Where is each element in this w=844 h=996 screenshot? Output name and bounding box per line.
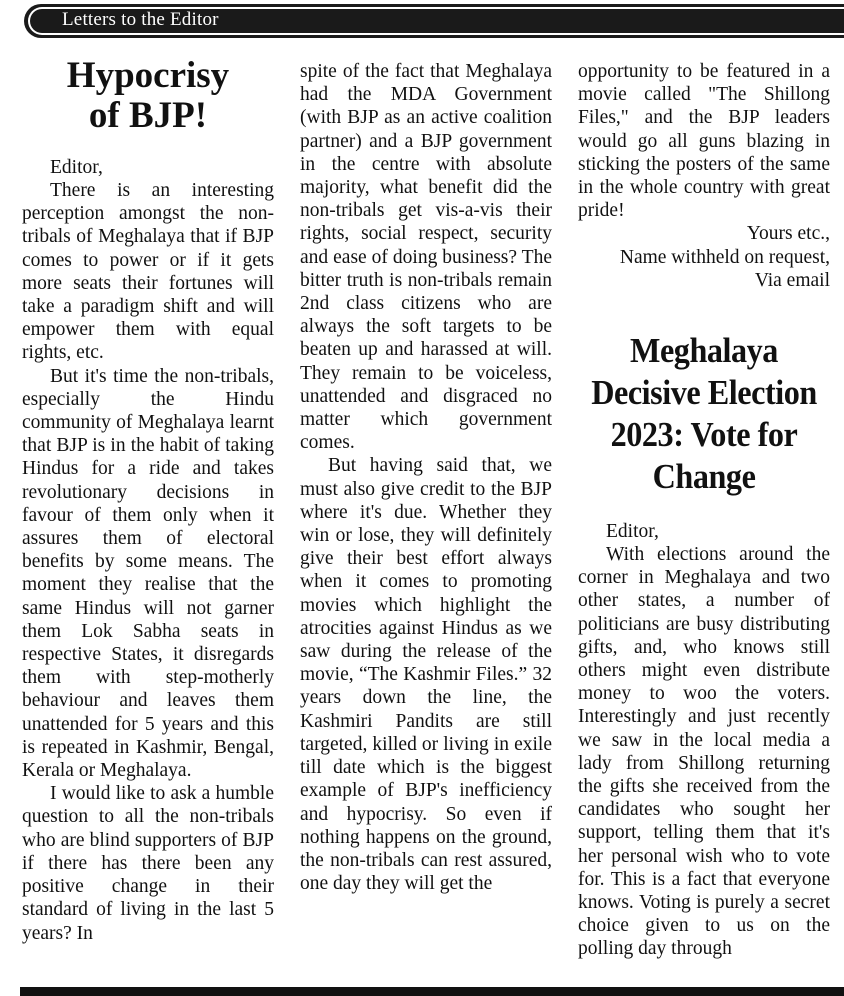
section-title: Letters to the Editor bbox=[62, 9, 219, 30]
letter1-signoff-yours: Yours etc., bbox=[746, 223, 830, 245]
letter2-headline-line4: Change bbox=[652, 457, 756, 497]
letter1-paragraph-3: I would like to ask a humble question to all the non-tribals who are blind supporters of BJP if there has there been any positive change in their standard of living in the last 5 years? In bbox=[22, 783, 274, 944]
bottom-rule bbox=[20, 987, 844, 996]
letter2-headline bbox=[588, 330, 820, 498]
letter1-headline-line1: Hypocrisy bbox=[66, 55, 230, 96]
letter1-headline-line2: of BJP! bbox=[88, 95, 208, 136]
letter1-paragraph-1: There is an interesting perception amongst the non-tribals of Meghalaya that if BJP comes to power or if it gets more seats their fortunes will take a paradigm shift and will empower them with equal rights, etc. bbox=[22, 180, 274, 364]
letter1-signoff-name: Name withheld on request, bbox=[619, 246, 830, 268]
column-1 bbox=[22, 56, 274, 945]
letter2-headline-line3: 2023: Vote for bbox=[610, 415, 798, 455]
letter1-paragraph-2: But it's time the non-tribals, especially the Hindu community of Meghalaya learnt that BJP is in the habit of taking Hindus for a ride and takes revolutionary decisions in favour of them only when it assures them of electoral benefits by some means. The moment they realise that the same Hindus will not garner them Lok Sabha seats in respective States, it disregards them with step-motherly behaviour and leaves them unattended for 5 years and this is repeated in Kashmir, Bengal, Kerala or Meghalaya. bbox=[22, 365, 274, 782]
section-header bbox=[24, 4, 844, 38]
letter2-paragraph-1: With elections around the corner in Meghalaya and two other states, a number of politicians are busy distributing gifts, and, who knows still others might even distribute money to woo the voters. Interestingly and just recently we saw in the local media a lady from Shillong returning the gifts she received from the candidates who sought her support, telling them that it's her personal wish who to vote for. This is a fact that everyone knows. Voting is purely a secret choice given to us on the polling day through bbox=[578, 544, 830, 960]
letter1-paragraph-4: But having said that, we must also give credit to the BJP where it's due. Whether they win or lose, they will definitely give their best effort always when it comes to promoting movies which highlight the atrocities against Hindus as we saw during the release of the movie, “The Kashmir Files.” 32 years down the line, the Kashmiri Pandits are still targeted, killed or living in exile till date which is the biggest example of BJP's inefficiency and hypocrisy. So even if nothing happens on the ground, the non-tribals can rest assured, one day they will get the bbox=[300, 455, 552, 895]
letter1-paragraph-4-continued: opportunity to be featured in a movie called "The Shillong Files," and the BJP leaders would go all guns blazing in sticking the posters of the same in the whole country with great pride! bbox=[578, 61, 830, 222]
letter2-headline-line2: Decisive Election bbox=[591, 373, 817, 413]
letter2-headline-line1: Meghalaya bbox=[630, 331, 778, 371]
column-3 bbox=[578, 60, 830, 961]
letter1-salutation: Editor, bbox=[50, 157, 103, 178]
letter1-paragraph-3-continued: spite of the fact that Meghalaya had the MDA Government (with BJP as an active coalition partner) and a BJP government in the centre with absolute majority, what benefit did the non-tribals get vis-a-vis their rights, social respect, security and ease of doing business? The bitter truth is non-tribals remain 2nd class citizens who are always the soft targets to be beaten up and harassed at will. They remain to be voiceless, unattended and disgraced no matter which government comes. bbox=[300, 61, 552, 454]
letter2-salutation: Editor, bbox=[606, 521, 659, 543]
column-2 bbox=[300, 60, 552, 895]
letter1-signoff-via: Via email bbox=[754, 269, 830, 291]
letter1-headline bbox=[22, 56, 274, 136]
